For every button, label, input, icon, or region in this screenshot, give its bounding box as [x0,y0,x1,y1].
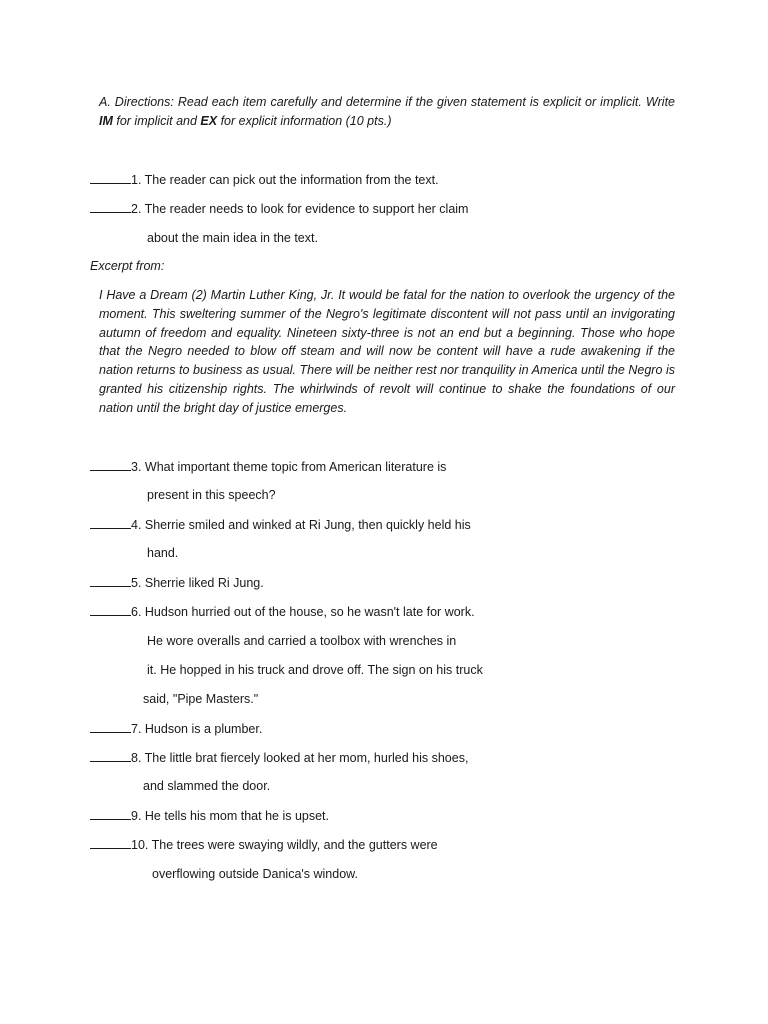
question-6-text: 6. Hudson hurried out of the house, so he wasn't late for work. [131,605,475,619]
implicit-code: IM [99,114,113,128]
answer-blank-7[interactable] [90,720,131,733]
answer-blank-6[interactable] [90,603,131,616]
question-10-continuation: overflowing outside Danica's window. [152,867,358,881]
question-2 [90,200,468,217]
question-4-text: 4. Sherrie smiled and winked at Ri Jung, then quickly held his [131,518,471,532]
question-2-text: 2. The reader needs to look for evidence to support her claim [131,202,469,216]
answer-blank-1[interactable] [90,171,131,184]
question-9 [90,807,329,824]
answer-blank-4[interactable] [90,516,131,529]
question-7-text: 7. Hudson is a plumber. [131,722,263,736]
question-3-continuation: present in this speech? [147,488,276,502]
question-4-continuation: hand. [147,546,179,560]
answer-blank-9[interactable] [90,807,131,820]
question-10-text: 10. The trees were swaying wildly, and the gutters were [131,838,438,852]
question-7 [90,720,262,737]
answer-blank-2[interactable] [90,200,131,213]
question-10 [90,836,438,853]
question-3-text: 3. What important theme topic from American literature is [131,460,447,474]
question-9-text: 9. He tells his mom that he is upset. [131,809,330,823]
question-4 [90,516,471,533]
directions-text-start: A. Directions: Read each item carefully and determine if the given statement is explicit or implicit. Write [99,95,675,109]
speech-excerpt: I Have a Dream (2) Martin Luther King, Jr. It would be fatal for the nation to overlook the urgency of the moment. This sweltering summer of the Negro's legitimate discontent will not pass until an invigorating autumn of freedom and equality. Nineteen sixty-three is not an end but a beginning. Those who hope that the Negro needed to blow off steam and will now be content will have a rude awakening if the nation returns to business as usual. There will be neither rest nor tranquility in America until the Negro is granted his citizenship rights. The whirlwinds of revolt will continue to shake the foundations of our nation until the bright day of justice emerges. [99,288,675,415]
question-5 [90,574,264,591]
question-6-continuation-1: He wore overalls and carried a toolbox with wrenches in [147,634,457,648]
question-2-continuation: about the main idea in the text. [147,231,318,245]
directions-paragraph [99,93,675,131]
question-3 [90,458,446,475]
directions-text-middle: for implicit and [112,114,201,128]
question-1-text: 1. The reader can pick out the information from the text. [131,173,439,187]
question-8-continuation: and slammed the door. [143,779,271,793]
answer-blank-8[interactable] [90,749,131,762]
explicit-code: EX [200,114,218,128]
question-8 [90,749,468,766]
directions-text-end: for explicit information (10 pts.) [217,114,392,128]
question-6-continuation-2: it. He hopped in his truck and drove off. The sign on his truck [147,663,483,677]
answer-blank-5[interactable] [90,574,131,587]
answer-blank-10[interactable] [90,836,131,849]
question-6 [90,603,475,620]
excerpt-label: Excerpt from: [90,259,165,273]
question-6-continuation-3: said, "Pipe Masters." [143,692,259,706]
question-1 [90,171,439,188]
answer-blank-3[interactable] [90,458,131,471]
question-8-text: 8. The little brat fiercely looked at her mom, hurled his shoes, [131,751,469,765]
question-5-text: 5. Sherrie liked Ri Jung. [131,576,264,590]
